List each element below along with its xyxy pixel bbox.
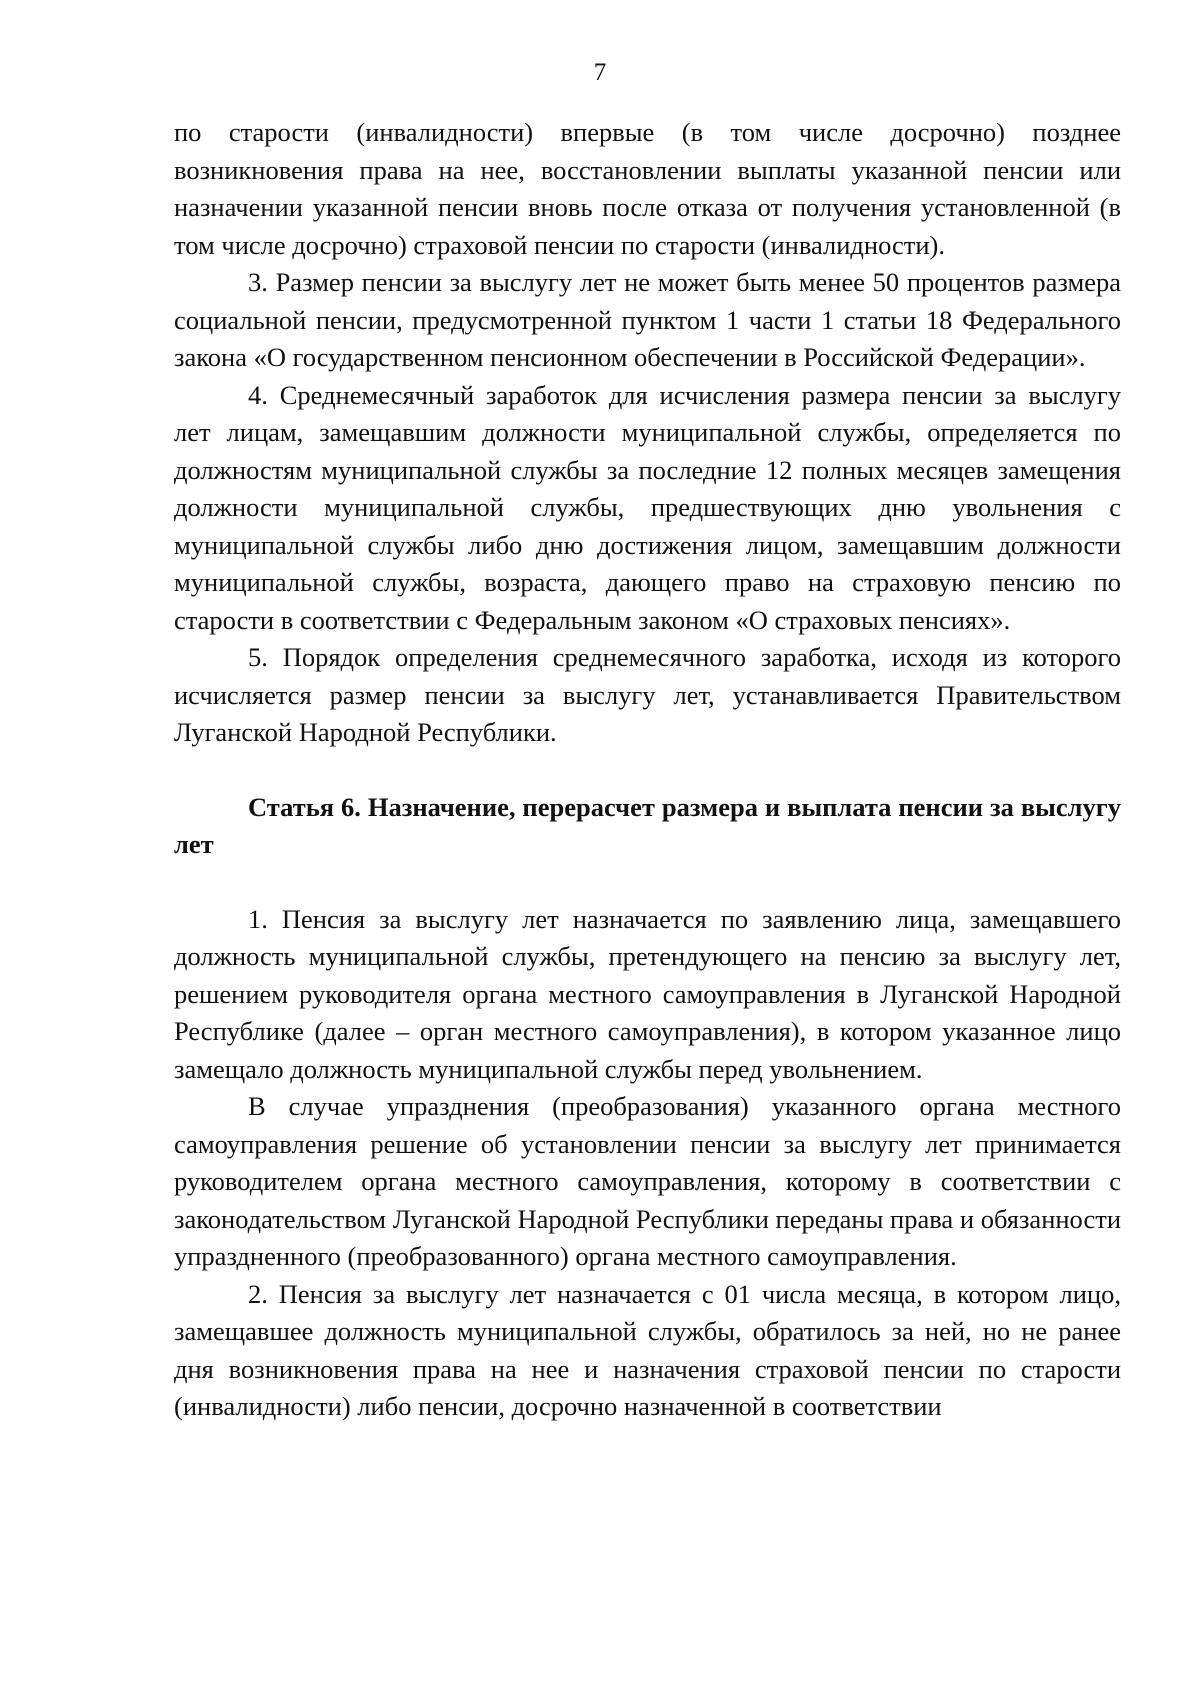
- page-number: 7: [593, 59, 607, 86]
- paragraph-item-3: 3. Размер пенсии за выслугу лет не может быть менее 50 процентов размера социальной пенсии, предусмотренной пунктом 1 части 1 статьи 18 Федерального закона «О государственном пенсионном обеспечении в Российской Федерации».: [174, 267, 1121, 372]
- paragraph-item-5: 5. Порядок определения среднемесячного заработка, исходя из которого исчисляется размер пенсии за выслугу лет, устанавливается Правительством Луганской Народной Республики.: [174, 642, 1121, 747]
- article-paragraph-1: 1. Пенсия за выслугу лет назначается по заявлению лица, замещавшего должность муниципальной службы, претендующего на пенсию за выслугу лет, решением руководителя органа местного самоуправления в Луганской Народной Республике (далее – орган местного самоуправления), в котором указанное лицо замещало должность муниципальной службы перед увольнением.: [174, 903, 1121, 1084]
- article-heading: Статья 6. Назначение, перерасчет размера и выплата пенсии за выслугу лет: [174, 791, 1121, 859]
- article-paragraph-2: 2. Пенсия за выслугу лет назначается с 01 числа месяца, в котором лицо, замещавшее должность муниципальной службы, обратилось за ней, но не ранее дня возникновения права на нее и назначения страховой пенсии по старости (инвалидности) либо пенсии, досрочно назначенной в соответствии: [174, 1278, 1121, 1421]
- document-body: [174, 114, 1121, 1426]
- article-paragraph-1-continued: В случае упразднения (преобразования) указанного органа местного самоуправления решение об установлении пенсии за выслугу лет принимается руководителем органа местного самоуправления, которому в соответствии с законодательством Луганской Народной Республики переданы права и обязанности упраздненного (преобразованного) органа местного самоуправления.: [174, 1091, 1121, 1271]
- paragraph-item-4: 4. Среднемесячный заработок для исчисления размера пенсии за выслугу лет лицам, замещавшим должности муниципальной службы, определяется по должностям муниципальной службы за последние 12 полных месяцев замещения должности муниципальной службы, предшествующих дню увольнения с муниципальной службы либо дню достижения лицом, замещавшим должности муниципальной службы, возраста, дающего право на страховую пенсию по старости в соответствии с Федеральным законом «О страховых пенсиях».: [174, 379, 1121, 635]
- paragraph-continuation: по старости (инвалидности) впервые (в том числе досрочно) позднее возникновения права на нее, восстановлении выплаты указанной пенсии или назначении указанной пенсии вновь после отказа от получения установленной (в том числе досрочно) страховой пенсии по старости (инвалидности).: [174, 117, 1121, 260]
